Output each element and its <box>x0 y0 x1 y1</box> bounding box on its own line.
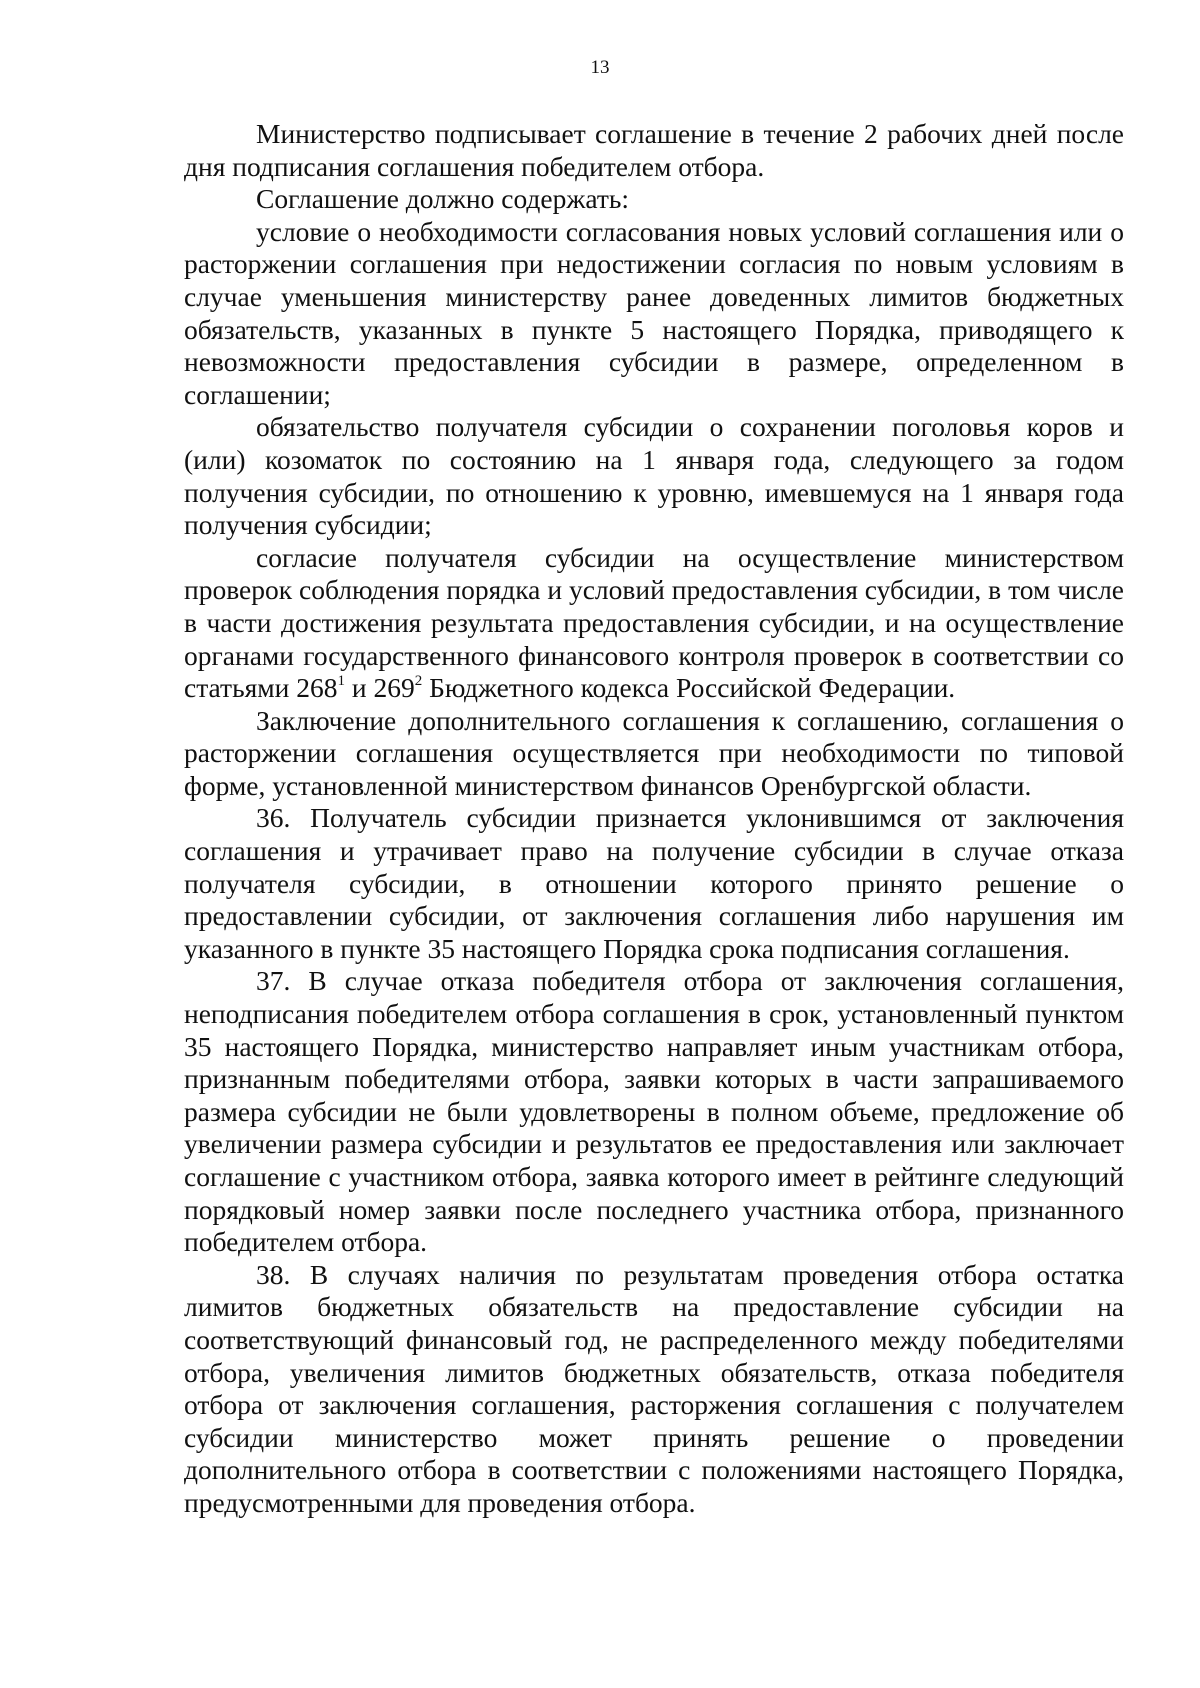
consent-text-middle: и 269 <box>345 672 415 704</box>
superscript-2: 2 <box>414 673 423 690</box>
paragraph-livestock-obligation: обязательство получателя субсидии о сохранении поголовья коров и (или) козоматок по состоянию на 1 января года, следующего за годом получения субсидии, по отношению к уровню, имевшемуся на 1 января года получения субсидии; <box>184 411 1124 541</box>
consent-text-before: согласие получателя субсидии на осуществление министерством проверок соблюдения порядка и условий предоставления субсидии, в том числе в части достижения результата предоставления субсидии, и на осуществление органами государственного финансового контроля проверок в соответствии со статьями 268 <box>184 541 1124 704</box>
paragraph-agreement-contents-intro: Соглашение должно содержать: <box>256 183 630 215</box>
paragraph-consent-inspections <box>184 542 1124 705</box>
paragraph-38: 38. В случаях наличия по результатам проведения отбора остатка лимитов бюджетных обязательств на предоставление субсидии на соответствующий финансовый год, не распределенного между победителями отбора, увеличения лимитов бюджетных обязательств, отказа победителя отбора от заключения соглашения, расторжения соглашения с получателем субсидии министерство может принять решение о проведении дополнительного отбора в соответствии с положениями настоящего Порядка, предусмотренными для проведения отбора. <box>184 1258 1124 1518</box>
page-number: 13 <box>590 57 610 78</box>
paragraph-37: 37. В случае отказа победителя отбора от заключения соглашения, неподписания победителем отбора соглашения в срок, установленный пунктом 35 настоящего Порядка, министерство направляет иным участникам отбора, признанным победителями отбора, заявки которых в части запрашиваемого размера субсидии не были удовлетворены в полном объеме, предложение об увеличении размера субсидии и результатов ее предоставления или заключает соглашение с участником отбора, заявка которого имеет в рейтинге следующий порядковый номер заявки после последнего участника отбора, признанного победителем отбора. <box>184 965 1124 1258</box>
paragraph-36: 36. Получатель субсидии признается уклонившимся от заключения соглашения и утрачивает право на получение субсидии в случае отказа получателя субсидии, в отношении которого принято решение о предоставлении субсидии, от заключения соглашения либо нарушения им указанного в пункте 35 настоящего Порядка срока подписания соглашения. <box>184 802 1124 964</box>
document-body <box>184 118 1124 1520</box>
paragraph-signing-term: Министерство подписывает соглашение в течение 2 рабочих дней после дня подписания соглашения победителем отбора. <box>184 118 1124 182</box>
paragraph-condition-new-terms: условие о необходимости согласования новых условий соглашения или о расторжении соглашения при недостижении согласия по новым условиям в случае уменьшения министерству ранее доведенных лимитов бюджетных обязательств, указанных в пункте 5 настоящего Порядка, приводящего к невозможности предоставления субсидии в размере, определенном в соглашении; <box>184 215 1124 410</box>
superscript-1: 1 <box>337 673 346 690</box>
paragraph-additional-agreement: Заключение дополнительного соглашения к соглашению, соглашения о расторжении соглашения осуществляется при необходимости по типовой форме, установленной министерством финансов Оренбургской области. <box>184 704 1124 801</box>
consent-text-after: Бюджетного кодекса Российской Федерации. <box>422 672 956 704</box>
